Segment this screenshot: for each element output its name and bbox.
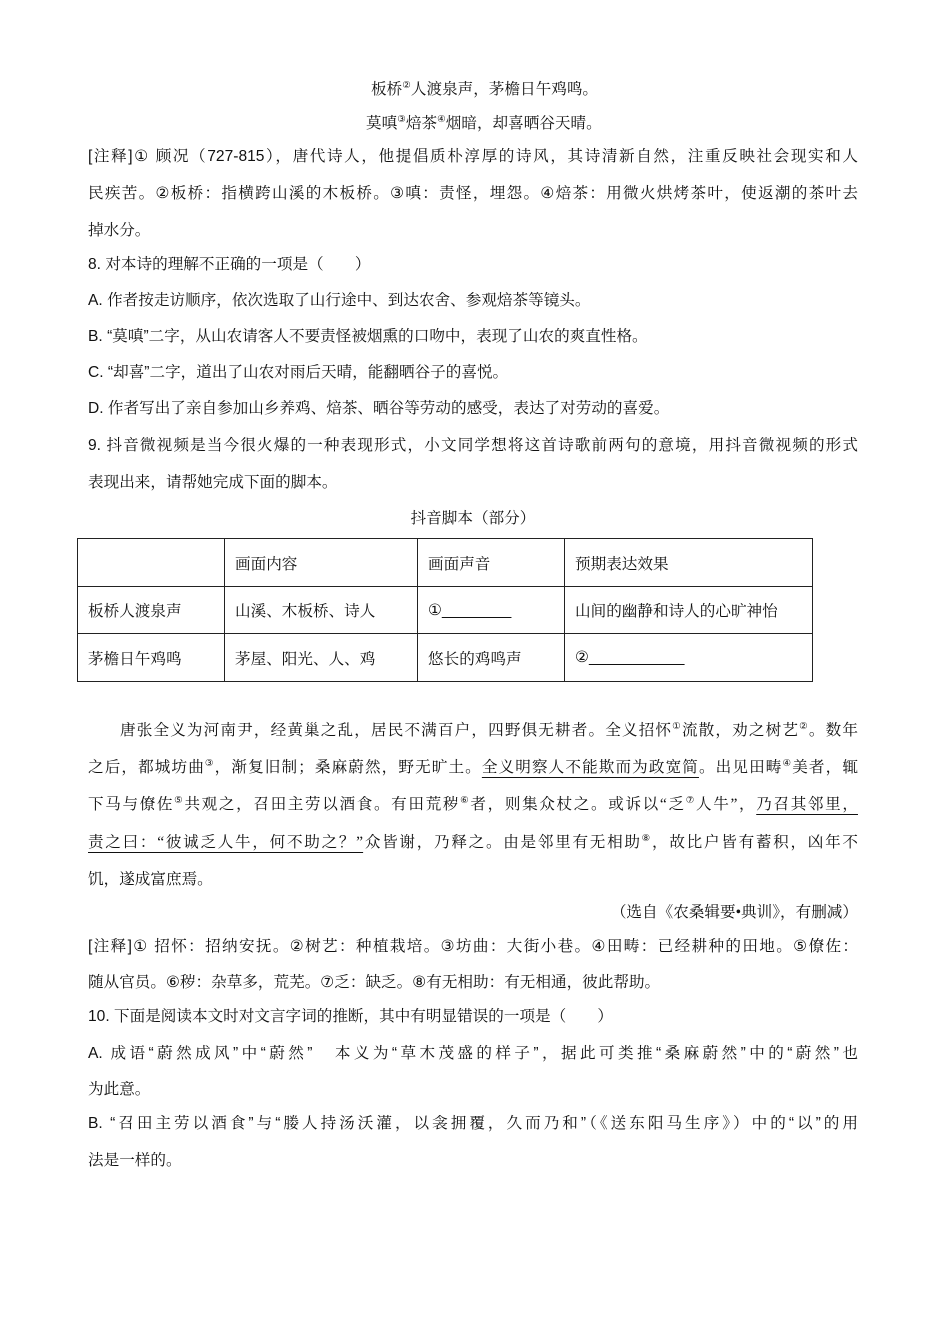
passage-notes-line: [注释]① 招怀：招纳安抚。②树艺：种植栽培。③坊曲：大街小巷。④田畴：已经耕种的田地。⑤僚佐： <box>88 938 858 955</box>
passage-text: 流散，劝之树艺 <box>681 722 800 739</box>
note-marker: ④ <box>782 758 793 770</box>
passage-line <box>88 757 858 779</box>
note-marker: ② <box>799 721 809 733</box>
question-10-option-a: 为此意。 <box>88 1081 151 1098</box>
passage-text: 唐张全义为河南尹，经黄巢之乱，居民不满百户，四野俱无耕者。全义招怀 <box>120 722 673 739</box>
table-cell: 山溪、木板桥、诗人 <box>225 587 418 634</box>
poem-line-2 <box>366 113 602 135</box>
table-header-row <box>78 539 813 587</box>
passage-line <box>88 869 858 891</box>
poem-text: 莫嗔 <box>366 115 398 132</box>
poem-notes-line: 掉水分。 <box>88 222 151 239</box>
passage-text: 共观之，召田主劳以酒食。有田荒秽 <box>184 796 461 813</box>
question-8-option-c: C. “却喜”二字，道出了山农对雨后天晴，能翻晒谷子的喜悦。 <box>88 364 509 381</box>
passage-text: 人牛”， <box>695 796 757 813</box>
underlined-sentence: 全义明察人不能欺而为政宽简 <box>481 759 699 776</box>
passage-text: 众皆谢，乃释之。由是邻里有无相助 <box>363 834 642 851</box>
note-marker: ③ <box>204 758 215 770</box>
note-marker: ⑧ <box>641 833 653 845</box>
passage-line <box>88 832 858 854</box>
passage-text: ，渐复旧制；桑麻蔚然，野无旷土。 <box>214 759 482 776</box>
question-10-option-a: A. 成语“蔚然成风”中“蔚然” 本义为“草木茂盛的样子”，据此可类推“桑麻蔚然”中的“蔚然”也 <box>88 1045 858 1062</box>
table-cell: 茅檐日午鸡鸣 <box>78 634 225 682</box>
note-marker: ⑦ <box>685 795 696 807</box>
question-8-option-b: B. “莫嗔”二字，从山农请客人不要责怪被烟熏的口吻中，表现了山农的爽直性格。 <box>88 328 648 345</box>
poem-text: 烟暗，却喜晒谷天晴。 <box>445 115 602 132</box>
poem-text: 人渡泉声，茅檐日午鸡鸣。 <box>410 81 599 98</box>
table-answer-blank: ②___________ <box>565 634 813 682</box>
underlined-sentence: 责之曰：“彼诚乏人牛，何不助之？” <box>88 834 364 851</box>
underlined-sentence: 乃召其邻里， <box>756 796 858 813</box>
poem-text: 板桥 <box>371 81 403 98</box>
question-8-option-a: A. 作者按走访顺序，依次选取了山行途中、到达农舍、参观焙茶等镜头。 <box>88 292 591 309</box>
question-10-stem: 10. 下面是阅读本文时对文言字词的推断，其中有明显错误的一项是（ ） <box>88 1008 614 1025</box>
table-row <box>78 634 813 682</box>
passage-line <box>120 720 858 742</box>
passage-text: 之后，都城坊曲 <box>88 759 205 776</box>
passage-source: （选自《农桑辑要•典训》，有删减） <box>610 904 858 921</box>
table-cell: 茅屋、阳光、人、鸡 <box>225 634 418 682</box>
table-cell: 板桥人渡泉声 <box>78 587 225 634</box>
passage-line <box>88 794 858 816</box>
question-9-stem: 表现出来，请帮她完成下面的脚本。 <box>88 474 338 491</box>
poem-notes-line: [注释]① 顾况（727-815），唐代诗人，他提倡质朴淳厚的诗风，其诗清新自然，注重反映社会现实和人 <box>88 148 858 165</box>
table-header-cell: 预期表达效果 <box>565 539 813 587</box>
note-marker: ① <box>672 721 682 733</box>
question-10-option-b: 法是一样的。 <box>88 1152 182 1169</box>
note-marker: ③ <box>397 114 406 126</box>
passage-notes-line: 随从官员。⑥秽：杂草多，荒芜。⑦乏：缺乏。⑧有无相助：有无相通，彼此帮助。 <box>88 974 661 991</box>
table-answer-blank: ①________ <box>418 587 565 634</box>
table-cell: 山间的幽静和诗人的心旷神怡 <box>565 587 813 634</box>
table-header-cell: 画面声音 <box>418 539 565 587</box>
table-cell: 悠长的鸡鸣声 <box>418 634 565 682</box>
table-row <box>78 587 813 634</box>
passage-text: 饥，遂成富庶焉。 <box>88 871 213 888</box>
table-header-cell: 画面内容 <box>225 539 418 587</box>
question-8-option-d: D. 作者写出了亲自参加山乡养鸡、焙茶、晒谷等劳动的感受，表达了对劳动的喜爱。 <box>88 400 670 417</box>
poem-text: 焙茶 <box>405 115 438 132</box>
question-10-option-b: B. “召田主劳以酒食”与“媵人持汤沃灌，以衾拥覆，久而乃和”（《送东阳马生序》）中的“以”的用 <box>88 1115 858 1132</box>
note-marker: ⑤ <box>174 795 185 807</box>
passage-text: 下马与僚佐 <box>88 796 175 813</box>
passage-text: 者，则集众杖之。或诉以“乏 <box>470 796 686 813</box>
table-title: 抖音脚本（部分） <box>410 510 536 527</box>
note-marker: ② <box>402 80 411 92</box>
table-header-empty <box>78 539 225 587</box>
passage-text: 美者，辄 <box>792 759 858 776</box>
poem-notes-line: 民疾苦。②板桥：指横跨山溪的木板桥。③嗔：责怪，埋怨。④焙茶：用微火烘烤茶叶，使返潮的茶叶去 <box>88 185 858 202</box>
note-marker: ⑥ <box>460 795 471 807</box>
script-table <box>77 538 813 682</box>
question-9-stem: 9. 抖音微视频是当今很火爆的一种表现形式，小文同学想将这首诗歌前两句的意境，用抖音微视频的形式 <box>88 437 858 454</box>
question-8-stem: 8. 对本诗的理解不正确的一项是（ ） <box>88 256 371 273</box>
passage-text: ，故比户皆有蓄积，凶年不 <box>652 834 858 851</box>
note-marker: ④ <box>437 114 446 126</box>
passage-text: 。数年 <box>808 722 858 739</box>
poem-line-1 <box>371 79 598 101</box>
passage-text: 。出见田畴 <box>698 759 783 776</box>
